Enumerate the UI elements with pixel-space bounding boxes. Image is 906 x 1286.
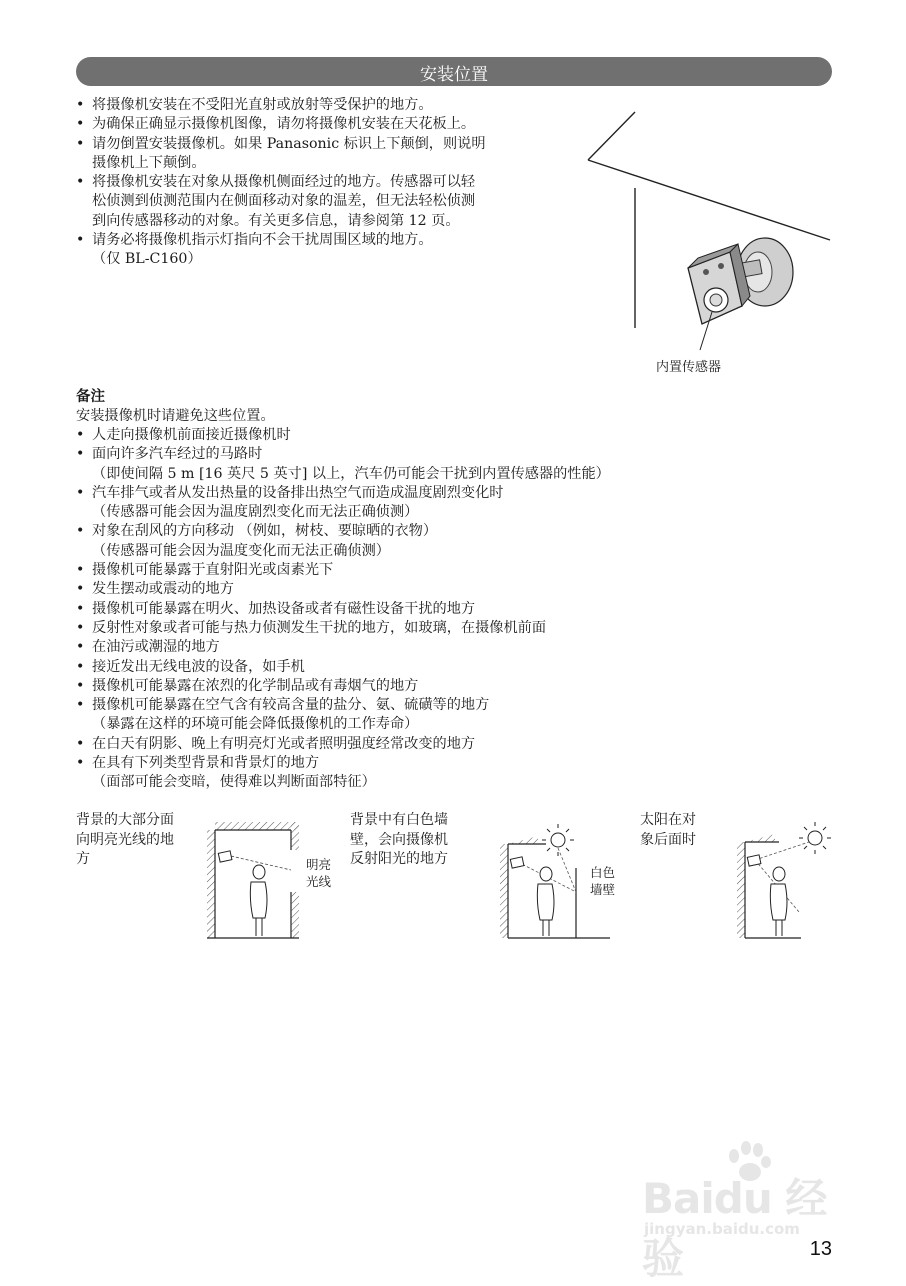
list-item: • 在油污或潮湿的地方 — [76, 638, 836, 657]
list-item: • 发生摆动或震动的地方 — [76, 580, 836, 599]
scene-2-label: 白色 墙壁 — [590, 865, 616, 897]
list-item: • 请勿倒置安装摄像机。如果 Panasonic 标识上下颠倒，则说明 — [76, 135, 576, 154]
list-item-continuation: 松侦测到侦测范围内在侧面移动对象的温差，但无法轻松侦测 — [92, 193, 476, 210]
list-item-continuation: （传感器可能会因为温度剧烈变化而无法正确侦测） — [92, 504, 419, 521]
installation-guidelines-list — [76, 96, 576, 270]
camera-mount-illustration — [580, 100, 840, 360]
note-heading: 备注 — [76, 389, 105, 405]
list-item: • 将摄像机安装在对象从摄像机侧面经过的地方。传感器可以轻 — [76, 173, 576, 192]
scene-1-label: 明亮 光线 — [306, 857, 332, 889]
scene-2-caption: 背景中有白色墙 壁，会向摄像机 反射阳光的地方 — [350, 812, 448, 867]
list-item: • 将摄像机安装在不受阳光直射或放射等受保护的地方。 — [76, 96, 576, 115]
list-item: • 人走向摄像机前面接近摄像机时 — [76, 426, 836, 445]
list-item: • 反射性对象或者可能与热力侦测发生干扰的地方，如玻璃，在摄像机前面 — [76, 619, 836, 638]
scene-3-diagram — [735, 822, 845, 942]
scene-1-caption: 背景的大部分面 向明亮光线的地 方 — [76, 812, 174, 867]
watermark-logo: Baidu 经验 — [642, 1174, 827, 1283]
list-item-continuation: 摄像机上下颠倒。 — [92, 154, 206, 171]
list-item-continuation: （即使间隔 5 m [16 英尺 5 英寸] 以上，汽车仍可能会干扰到内置传感器的性能） — [92, 465, 610, 482]
section-title: 安装位置 — [420, 65, 488, 85]
list-item-continuation: （面部可能会变暗，使得难以判断面部特征） — [92, 774, 376, 791]
list-item: • 接近发出无线电波的设备，如手机 — [76, 658, 836, 677]
note-intro: 安装摄像机时请避免这些位置。 — [76, 408, 275, 424]
list-item-continuation: （传感器可能会因为温度变化而无法正确侦测） — [92, 542, 390, 559]
list-item: • 摄像机可能暴露于直射阳光或卤素光下 — [76, 561, 836, 580]
list-item-continuation: （仅 BL-C160） — [92, 251, 202, 268]
sensor-caption: 内置传感器 — [656, 360, 722, 375]
list-item: • 在具有下列类型背景和背景灯的地方 — [76, 754, 836, 773]
watermark-url: jingyan.baidu.com — [644, 1220, 800, 1238]
list-item: • 面向许多汽车经过的马路时 — [76, 445, 836, 464]
list-item: • 摄像机可能暴露在明火、加热设备或者有磁性设备干扰的地方 — [76, 600, 836, 619]
list-item-continuation: 到向传感器移动的对象。有关更多信息，请参阅第 12 页。 — [92, 212, 460, 229]
list-item: • 请务必将摄像机指示灯指向不会干扰周围区域的地方。 — [76, 231, 576, 250]
list-item: • 摄像机可能暴露在浓烈的化学制品或有毒烟气的地方 — [76, 677, 836, 696]
list-item: • 在白天有阴影、晚上有明亮灯光或者照明强度经常改变的地方 — [76, 735, 836, 754]
avoid-locations-list — [76, 426, 836, 793]
page-number: 13 — [809, 1238, 832, 1260]
list-item: • 摄像机可能暴露在空气含有较高含量的盐分、氨、硫磺等的地方 — [76, 696, 836, 715]
section-header-bar — [76, 57, 832, 86]
list-item: • 为确保正确显示摄像机图像，请勿将摄像机安装在天花板上。 — [76, 115, 576, 134]
list-item: • 对象在刮风的方向移动 （例如，树枝、要晾晒的衣物） — [76, 522, 836, 541]
scene-3-caption: 太阳在对 象后面时 — [640, 812, 696, 848]
list-item-continuation: （暴露在这样的环境可能会降低摄像机的工作寿命） — [92, 716, 419, 733]
list-item: • 汽车排气或者从发出热量的设备排出热空气而造成温度剧烈变化时 — [76, 484, 836, 503]
